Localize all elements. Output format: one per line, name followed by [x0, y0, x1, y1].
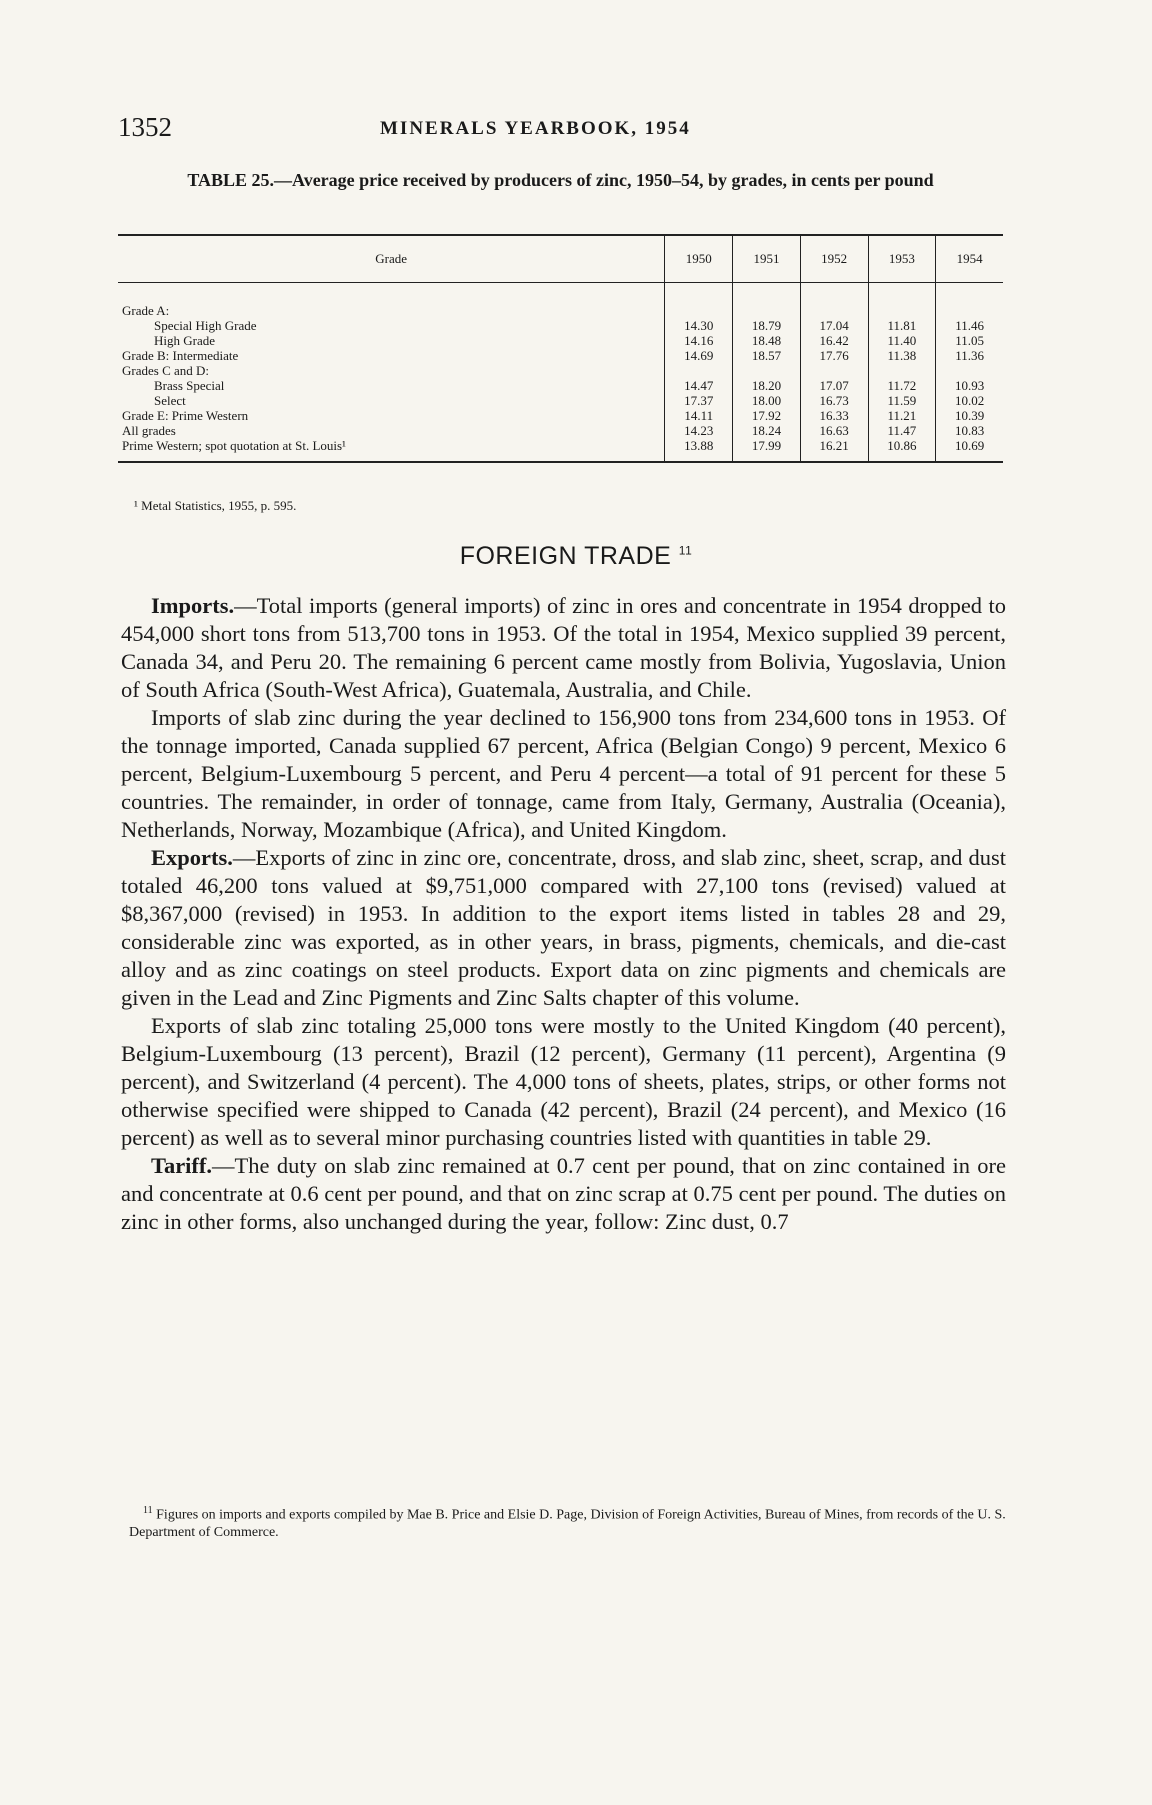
- value-cell: 14.47: [665, 378, 733, 393]
- value-cell: 18.24: [733, 423, 801, 438]
- value-cell: [800, 283, 868, 319]
- grade-cell: All grades: [122, 423, 176, 438]
- section-title: [0, 542, 1152, 571]
- grade-cell: Grades C and D:: [122, 363, 210, 378]
- grade-cell: Prime Western; spot quotation at St. Louis¹: [118, 438, 665, 462]
- value-cell: [936, 283, 1003, 319]
- value-cell: [936, 363, 1003, 378]
- running-head: MINERALS YEARBOOK, 1954: [380, 118, 691, 139]
- table-row: [118, 378, 1003, 393]
- column-header: 1950: [665, 235, 733, 283]
- paragraph: [121, 1152, 1006, 1236]
- table-row: [118, 333, 1003, 348]
- page-number: 1352: [118, 112, 172, 142]
- paragraph-lead: Imports.: [151, 593, 235, 618]
- value-cell: 16.33: [800, 408, 868, 423]
- table-row: [118, 438, 1003, 462]
- grade-cell: High Grade: [154, 333, 216, 348]
- value-cell: 17.99: [733, 438, 801, 462]
- grade-cell: Grade A:: [122, 303, 170, 318]
- grade-cell: Grade E: Prime Western: [122, 408, 249, 423]
- paragraph-text: —Exports of zinc in zinc ore, concentrate, dross, and slab zinc, sheet, scrap, and dust totaled 46,200 tons valued at $9,751,000 compared with 27,100 tons (revised) valued at $8,367,000 (revised) in 1953. In addition to the export items listed in tables 28 and 29, considerable zinc was exported, as in other years, in brass, pigments, chemicals, and die-cast alloy and as zinc coatings on steel products. Export data on zinc pigments and chemicals are given in the Lead and Zinc Pigments and Zinc Salts chapter of this volume.: [121, 845, 1006, 1010]
- value-cell: [733, 283, 801, 319]
- value-cell: 11.36: [936, 348, 1003, 363]
- value-cell: 11.46: [936, 318, 1003, 333]
- value-cell: 14.16: [665, 333, 733, 348]
- value-cell: [733, 363, 801, 378]
- table-caption: [118, 170, 1003, 191]
- table-footnote: ¹ Metal Statistics, 1955, p. 595.: [134, 498, 297, 513]
- value-cell: 17.07: [800, 378, 868, 393]
- value-cell: 17.04: [800, 318, 868, 333]
- paragraph: [121, 1012, 1006, 1152]
- table-row: [118, 423, 1003, 438]
- paragraph-text: —Total imports (general imports) of zinc in ores and concentrate in 1954 dropped to 454,000 short tons from 513,700 tons in 1953. Of the total in 1954, Mexico supplied 39 percent, Canada 34, and Peru 20. The remaining 6 percent came mostly from Bolivia, Yugoslavia, Union of South Africa (South-West Africa), Guatemala, Australia, and Chile.: [121, 593, 1006, 702]
- page-header: [118, 112, 1018, 152]
- paragraph: [121, 704, 1006, 844]
- value-cell: 10.93: [936, 378, 1003, 393]
- footnote-text: Figures on imports and exports compiled by Mae B. Price and Elsie D. Page, Division of Foreign Activities, Bureau of Mines, from records of the U. S. Department of Commerce.: [129, 1507, 1006, 1540]
- table-row: [118, 283, 1003, 319]
- table-row: [118, 408, 1003, 423]
- value-cell: 18.00: [733, 393, 801, 408]
- section-footnote-ref: 11: [678, 543, 693, 558]
- price-table: [118, 234, 1003, 463]
- value-cell: 18.57: [733, 348, 801, 363]
- table-label: TABLE 25.: [187, 170, 275, 190]
- value-cell: 11.40: [868, 333, 936, 348]
- body-text: [121, 592, 1006, 1236]
- column-header: 1952: [800, 235, 868, 283]
- page-footnote: [129, 1502, 1009, 1541]
- value-cell: [800, 363, 868, 378]
- column-header: Grade: [118, 235, 665, 283]
- table-body: [118, 283, 1003, 463]
- table-row: [118, 393, 1003, 408]
- value-cell: 10.86: [868, 438, 936, 462]
- value-cell: 10.39: [936, 408, 1003, 423]
- value-cell: [868, 363, 936, 378]
- value-cell: 13.88: [665, 438, 733, 462]
- grade-cell: Brass Special: [154, 378, 225, 393]
- value-cell: [665, 363, 733, 378]
- paragraph: [121, 844, 1006, 1012]
- value-cell: 16.73: [800, 393, 868, 408]
- footnote-marker: 11: [143, 1505, 153, 1516]
- value-cell: 18.48: [733, 333, 801, 348]
- grade-cell: Grade B: Intermediate: [122, 348, 239, 363]
- paragraph-lead: Tariff.: [151, 1153, 213, 1178]
- value-cell: 17.37: [665, 393, 733, 408]
- paragraph-text: —The duty on slab zinc remained at 0.7 cent per pound, that on zinc contained in ore and concentrate at 0.6 cent per pound, and that on zinc scrap at 0.75 cent per pound. The duties on zinc in other forms, also unchanged during the year, follow: Zinc dust, 0.7: [121, 1153, 1006, 1234]
- paragraph: [121, 592, 1006, 704]
- column-header: 1951: [733, 235, 801, 283]
- section-title-text: FOREIGN TRADE: [459, 542, 672, 570]
- value-cell: 18.79: [733, 318, 801, 333]
- value-cell: 14.69: [665, 348, 733, 363]
- grade-cell: Special High Grade: [154, 318, 257, 333]
- value-cell: [868, 283, 936, 319]
- value-cell: 11.38: [868, 348, 936, 363]
- value-cell: 16.21: [800, 438, 868, 462]
- grade-cell: Select: [154, 393, 186, 408]
- table-header-row: [118, 235, 1003, 283]
- value-cell: 10.83: [936, 423, 1003, 438]
- value-cell: 14.30: [665, 318, 733, 333]
- value-cell: 17.92: [733, 408, 801, 423]
- value-cell: 10.02: [936, 393, 1003, 408]
- table-title: —Average price received by producers of zinc, 1950–54, by grades, in cents per pound: [274, 170, 934, 190]
- paragraph-text: Exports of slab zinc totaling 25,000 tons were mostly to the United Kingdom (40 percent), Belgium-Luxembourg (13 percent), Brazil (12 percent), Germany (11 percent), Argentina (9 percent), and Switzerland (4 percent). The 4,000 tons of sheets, plates, strips, or other forms not otherwise specified were shipped to Canada (42 percent), Brazil (24 percent), and Mexico (16 percent) as well as to several minor purchasing countries listed with quantities in table 29.: [121, 1013, 1006, 1150]
- value-cell: 10.69: [936, 438, 1003, 462]
- table-row: [118, 348, 1003, 363]
- column-header: 1953: [868, 235, 936, 283]
- value-cell: 11.21: [868, 408, 936, 423]
- value-cell: 16.42: [800, 333, 868, 348]
- value-cell: 11.47: [868, 423, 936, 438]
- value-cell: 11.05: [936, 333, 1003, 348]
- value-cell: 18.20: [733, 378, 801, 393]
- value-cell: 11.72: [868, 378, 936, 393]
- value-cell: 14.23: [665, 423, 733, 438]
- table-row: [118, 318, 1003, 333]
- value-cell: 17.76: [800, 348, 868, 363]
- column-header: 1954: [936, 235, 1003, 283]
- value-cell: 11.81: [868, 318, 936, 333]
- value-cell: [665, 283, 733, 319]
- value-cell: 16.63: [800, 423, 868, 438]
- paragraph-text: Imports of slab zinc during the year declined to 156,900 tons from 234,600 tons in 1953. Of the tonnage imported, Canada supplied 67 percent, Africa (Belgian Congo) 9 percent, Mexico 6 percent, Belgium-Luxembourg 5 percent, and Peru 4 percent—a total of 91 percent for these 5 countries. The remainder, in order of tonnage, came from Italy, Germany, Australia (Oceania), Netherlands, Norway, Mozambique (Africa), and United Kingdom.: [121, 705, 1006, 842]
- paragraph-lead: Exports.: [151, 845, 233, 870]
- table-row: [118, 363, 1003, 378]
- value-cell: 14.11: [665, 408, 733, 423]
- value-cell: 11.59: [868, 393, 936, 408]
